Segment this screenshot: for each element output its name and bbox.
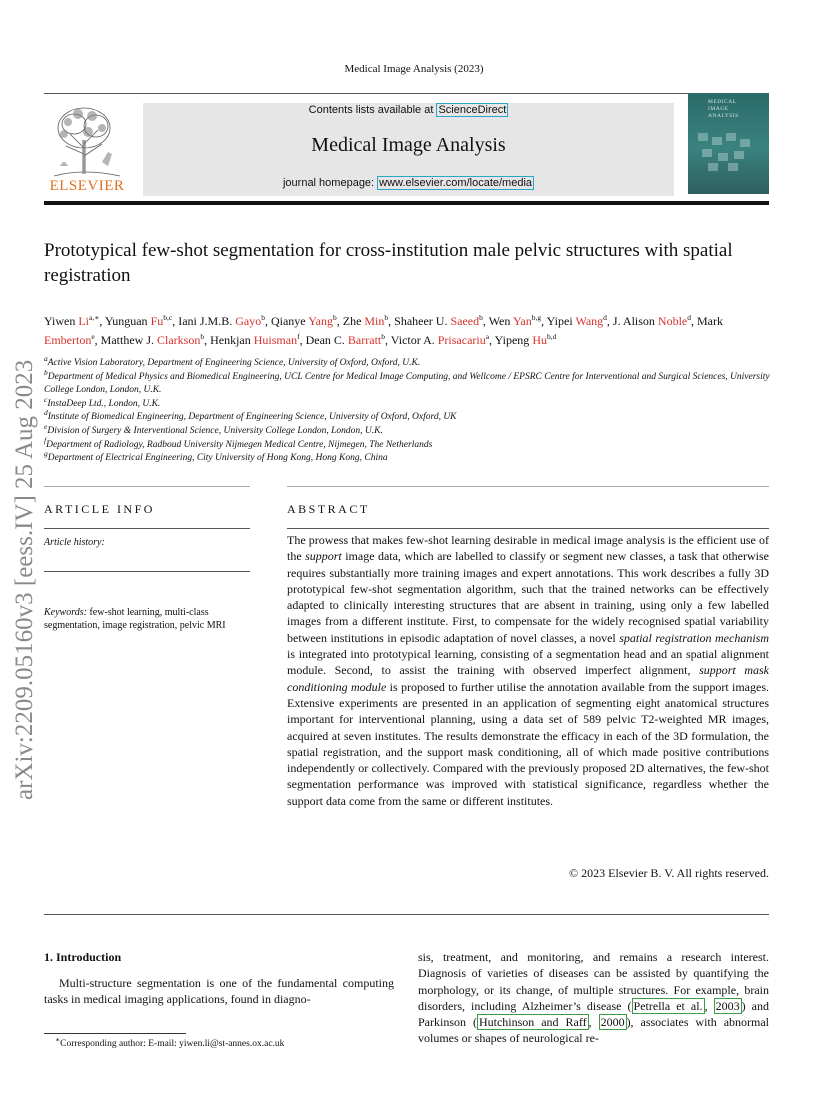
article-info-heading: ARTICLE INFO <box>44 502 155 516</box>
homepage-line <box>143 177 674 189</box>
author-family-name[interactable]: Fu <box>150 314 164 328</box>
abstract-segment: is proposed to further utilise the annotation available from the support images. Extensive experiments are presented in an application of segmenting eight anatomical structures important for interventional planning, using a data set of 589 pelvic T2-weighted MR images, acquired at seven institutes. The results demonstrate the efficacy in each of the 3D formulation, the spatial registration, and the support mask conditioning, all of which made positive contributions independently or collectively. Compared with the previously proposed 2D alternatives, the few-shot segmentation performance was improved with statistical significance, regardless whether the support data come from the same or different institutes. <box>287 679 769 808</box>
author-given-name: Qianye <box>270 314 309 328</box>
affiliation <box>44 408 774 425</box>
author-separator: , <box>336 314 343 328</box>
journal-cover-thumbnail <box>688 93 769 194</box>
affiliation-text: Department of Radiology, Radboud University Nijmegen Medical Centre, Nijmegen, The Netherlands <box>46 439 433 450</box>
affiliation <box>44 367 774 398</box>
front-matter-bottom-rule <box>44 914 769 915</box>
introduction-segment: , <box>588 1015 599 1030</box>
arxiv-stamp: arXiv:2209.05160v3 [eess.IV] 25 Aug 2023 <box>11 359 38 800</box>
author-separator: , <box>385 333 391 347</box>
cover-title: MEDICAL IMAGE ANALYSIS <box>708 99 739 119</box>
elsevier-wordmark: ELSEVIER <box>49 178 125 194</box>
affiliation-text: Department of Electrical Engineering, City University of Hong Kong, Hong Kong, China <box>47 453 388 464</box>
author-separator: , <box>99 314 105 328</box>
author-affiliation-mark: a,∗ <box>89 313 100 322</box>
author-given-name: J. Alison <box>612 314 658 328</box>
author <box>306 333 391 347</box>
author <box>101 333 210 347</box>
journal-homepage-link[interactable]: www.elsevier.com/locate/media <box>379 177 533 189</box>
abstract-heading: ABSTRACT <box>287 502 370 516</box>
affiliation-key: c <box>44 394 48 404</box>
abstract-top-rule <box>287 486 769 487</box>
affiliation-key: f <box>44 435 47 445</box>
abstract-segment: The prowess that makes few-shot learning desirable in medical image analysis is the efficient use of the <box>287 533 769 564</box>
affiliation-text: Institute of Biomedical Engineering, Department of Engineering Science, University of Oxford, Oxford, UK <box>47 412 457 423</box>
affiliation-key: g <box>44 449 48 458</box>
author-affiliation-mark: b,c <box>163 313 173 322</box>
author <box>271 314 343 328</box>
running-head: Medical Image Analysis (2023) <box>344 63 484 75</box>
author <box>495 333 557 347</box>
author-affiliation-mark: d <box>687 313 691 322</box>
author <box>394 314 489 328</box>
footnote-text: Corresponding author: E-mail: yiwen.li@st-annes.ox.ac.uk <box>60 1039 285 1049</box>
paper-title: Prototypical few-shot segmentation for cross-institution male pelvic structures with spatial registration <box>44 240 733 286</box>
author-given-name: Shaheer U. <box>394 314 451 328</box>
abstract-segment: is integrated into prototypical learning, consisting of a segmentation head and an spatial alignment module. Second, to assist the training with observed imperfect alignment, <box>287 647 769 678</box>
introduction-segment: , <box>704 998 714 1013</box>
author-family-name[interactable]: Prisacariu <box>437 333 486 347</box>
author <box>489 314 547 328</box>
author-affiliation-mark: b <box>332 313 337 322</box>
cover-artwork <box>698 133 758 173</box>
contents-prefix: Contents lists available at <box>308 104 437 116</box>
abstract-segment: image data, which are labelled to classify or segment new classes, a task that otherwise requires substantially more training images and expert annotations. This work describes a fully 3D prototypical few-shot segmentation algorithm, such that the trained networks can be effectively adapted to clinically interesting structures that are absent in training, using only a few labelled images from a different institute. First, to compensate for the widely recognised spatial variability between institutions in episodic adaptation of novel classes, a novel <box>287 549 769 645</box>
corresponding-author-footnote <box>55 1034 285 1049</box>
author-given-name: Yipei <box>546 314 576 328</box>
affiliation-text: InstaDeep Ltd., London, U.K. <box>47 398 161 409</box>
keywords-label: Keywords: <box>44 607 87 618</box>
author-affiliation-mark: b <box>479 313 483 322</box>
introduction-text-left: Multi-structure segmentation is one of the fundamental computing tasks in medical imaging applications, found in diagno- <box>44 976 394 1007</box>
header-rule-top <box>44 93 769 94</box>
author-family-name[interactable]: Li <box>78 314 90 328</box>
article-history-label: Article history: <box>44 537 105 548</box>
keywords <box>44 606 239 632</box>
author-separator: , <box>388 314 395 328</box>
author-family-name[interactable]: Clarkson <box>157 333 201 347</box>
sciencedirect-link[interactable]: ScienceDirect <box>438 104 507 116</box>
affiliation-list <box>44 353 774 466</box>
introduction-heading: 1. Introduction <box>44 950 122 964</box>
author-given-name: Victor A. <box>390 333 438 347</box>
author-affiliation-mark: b <box>384 313 389 322</box>
author-separator: , <box>264 314 271 328</box>
author-separator: , <box>204 333 211 347</box>
author-separator: , <box>299 333 306 347</box>
author-given-name: Zhe <box>342 314 365 328</box>
author-given-name: Yiwen <box>44 314 79 328</box>
author <box>178 314 271 328</box>
introduction-text-right <box>418 949 769 1047</box>
contents-line <box>143 104 674 116</box>
article-info-rule <box>44 528 250 529</box>
affiliation <box>44 421 774 439</box>
author-given-name: Mark <box>697 314 723 328</box>
author-affiliation-mark: b,g <box>531 313 542 322</box>
affiliation-key: b <box>44 367 48 377</box>
author-affiliation-mark: e <box>91 332 95 341</box>
author-given-name: Yipeng <box>494 333 533 347</box>
author-list <box>44 312 774 350</box>
citation-link[interactable]: Petrella et al. <box>633 998 703 1013</box>
author-family-name[interactable]: Emberton <box>44 333 92 347</box>
citation-link[interactable]: 2003 <box>715 998 740 1013</box>
journal-name: Medical Image Analysis <box>311 134 506 156</box>
author-affiliation-mark: f <box>297 332 300 341</box>
introduction-segment: ) and Parkinson ( <box>418 998 769 1030</box>
author <box>613 314 697 328</box>
author-affiliation-mark: b <box>381 332 385 341</box>
citation-link[interactable]: 2000 <box>600 1015 625 1030</box>
author-affiliation-mark: d <box>603 313 607 322</box>
author-family-name[interactable]: Noble <box>657 314 688 328</box>
author-affiliation-mark: b <box>200 332 205 341</box>
introduction-segment: ), associates with abnormal volumes or shapes of neurological re- <box>418 1015 770 1046</box>
affiliation-text: Department of Medical Physics and Biomedical Engineering, UCL Centre for Medical Image Computing, and Wellcome / EPSRC Centre for Interventional and Surgical Sciences, University College London, London, U.K. <box>44 371 770 396</box>
affiliation-key: a <box>44 353 48 363</box>
author-family-name[interactable]: Yan <box>512 314 532 328</box>
author <box>547 314 613 328</box>
author-affiliation-mark: a <box>485 332 490 341</box>
author-given-name: Dean C. <box>305 333 348 347</box>
author-family-name[interactable]: Gayo <box>235 314 262 328</box>
author <box>343 314 394 328</box>
author-family-name[interactable]: Barratt <box>347 333 382 347</box>
introduction-segment: sis, treatment, and monitoring, and remains a research interest. Diagnosis of varieties of diseases can be assisted by quantifying the morphology, or its change, of multiple structures. For example, brain disorders, including Alzheimer’s disease ( <box>418 950 769 1013</box>
affiliation <box>44 394 774 412</box>
affiliation-key: d <box>44 408 48 418</box>
abstract-emphasis: support <box>305 549 342 564</box>
author-family-name[interactable]: Huisman <box>253 333 298 347</box>
header-rule-bottom <box>44 201 769 205</box>
abstract-text <box>287 532 769 809</box>
author-family-name[interactable]: Wang <box>575 314 604 328</box>
abstract-rule <box>287 528 769 529</box>
author <box>44 314 105 328</box>
author-given-name: Henkjan <box>210 333 254 347</box>
author-separator: , <box>606 314 613 328</box>
author-separator: , <box>691 314 697 328</box>
affiliation <box>44 435 774 453</box>
author-separator: , <box>482 314 489 328</box>
author-family-name[interactable]: Hu <box>532 333 547 347</box>
affiliation-key: e <box>44 421 48 431</box>
author-separator: , <box>489 333 495 347</box>
author-separator: , <box>541 314 547 328</box>
footnote-mark: ∗ <box>55 1034 61 1044</box>
author <box>105 314 178 328</box>
author <box>210 333 306 347</box>
author-family-name[interactable]: Yang <box>308 314 333 328</box>
homepage-prefix: journal homepage: <box>282 177 378 189</box>
author-separator: , <box>172 314 179 328</box>
author-affiliation-mark: b,d <box>546 332 557 341</box>
affiliation-text: Division of Surgery & Interventional Science, University College London, London, U.K. <box>47 425 383 436</box>
author-affiliation-mark: b <box>261 313 265 322</box>
copyright-notice: © 2023 Elsevier B. V. All rights reserved. <box>569 866 769 880</box>
author-given-name: Wen <box>488 314 513 328</box>
author-separator: , <box>94 333 101 347</box>
affiliation <box>44 353 774 371</box>
author-family-name[interactable]: Min <box>364 314 385 328</box>
abstract-emphasis: spatial registration mechanism <box>619 630 770 645</box>
article-history-rule <box>44 571 250 572</box>
article-info-top-rule <box>44 486 250 487</box>
author-family-name[interactable]: Saeed <box>450 314 480 328</box>
affiliation <box>44 449 774 466</box>
author-given-name: Matthew J. <box>100 333 157 347</box>
author-given-name: Iani J.M.B. <box>178 314 236 328</box>
footnote-rule <box>44 1033 186 1034</box>
affiliation-text: Active Vision Laboratory, Department of Engineering Science, University of Oxford, Oxford, U.K. <box>47 358 421 368</box>
author-given-name: Yunguan <box>104 314 151 328</box>
citation-link[interactable]: Hutchinson and Raff <box>478 1015 587 1030</box>
keywords-text: few-shot learning, multi-class segmentation, image registration, pelvic MRI <box>44 607 226 631</box>
abstract-emphasis: support mask conditioning module <box>287 663 769 694</box>
author <box>391 333 495 347</box>
